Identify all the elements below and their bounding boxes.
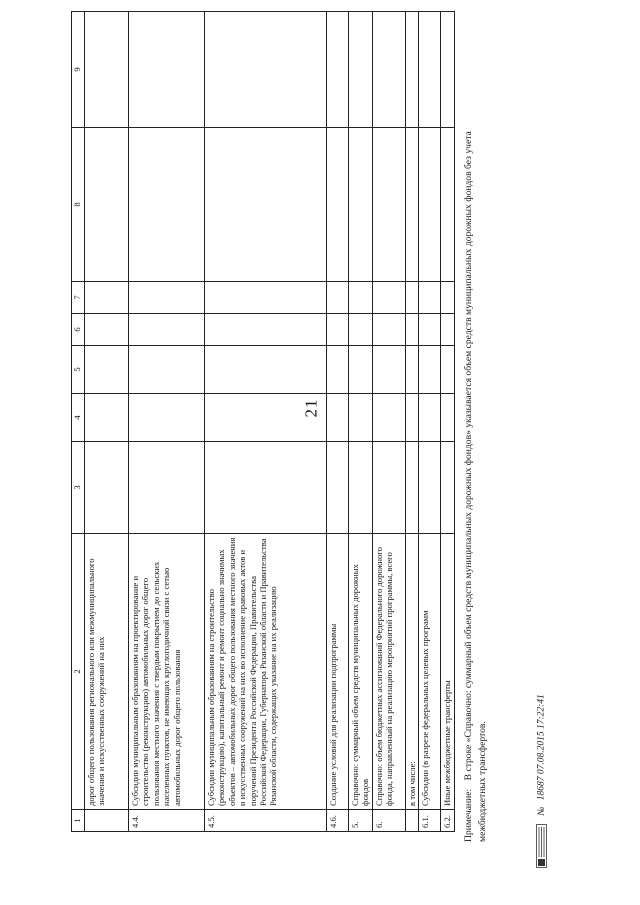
- row-description: Иные межбюджетные трансферты: [441, 534, 454, 810]
- row-number: [85, 810, 129, 832]
- header-cell: 1: [72, 810, 85, 832]
- header-cell: 5: [72, 346, 85, 394]
- row-description: Субсидии муниципальным образованиям на проектирование и строительство (реконструкцию) автомобильных дорог общего пользования местного значения с твердым покрытием до сельских населенных пунктов, не имеющих круглогодичной связи с сетью автомобильных дорог общего пользования: [129, 534, 205, 810]
- table-row: [205, 12, 327, 832]
- row-number: 4.6.: [327, 810, 349, 832]
- doc-number-mark: №: [536, 806, 547, 816]
- note-text: В строке «Справочно: суммарный объем средств муниципальных дорожных фондов» указывается объем средств муниципальных дорожных фондов без учета межбюджетных трансфертов.: [463, 131, 488, 842]
- electronic-signature-stamp: [536, 694, 547, 868]
- row-description: Субсидии (в разрезе федеральных целевых программ: [419, 534, 441, 810]
- header-cell: 2: [72, 534, 85, 810]
- row-description: Создание условий для реализации подпрограммы: [327, 534, 349, 810]
- table-row: [419, 12, 441, 832]
- table-row: [327, 12, 349, 832]
- row-number: 6.2.: [441, 810, 454, 832]
- note-label: Примечание:: [463, 788, 474, 842]
- row-description: Субсидии муниципальным образованиям на строительство (реконструкцию), капитальный ремонт и ремонт социально значимых объектов – автомобильных дорог общего пользования местного значения и искусственных сооружений на них во исполнение правовых актов и поручений Президента Российской Федерации, Правительства Российской Федерации, Губернатора Рязанской области и Правительства Рязанской области, содержащих указание на их реализацию: [205, 534, 327, 810]
- row-number: 5.: [349, 810, 373, 832]
- doc-registration-info: 18687 07.08.2015 17:22:41: [536, 694, 547, 801]
- table-row: [372, 12, 405, 832]
- row-number: 6.: [372, 810, 405, 832]
- table-row: [441, 12, 454, 832]
- table-header-row: [72, 12, 85, 832]
- row-description: дорог общего пользования регионального или межмуниципального значения и искусственных сооружений на них: [85, 534, 129, 810]
- row-description: Справочно: объем бюджетных ассигнований Федерального дорожного фонда, направленный на реализацию мероприятий программы, всего: [372, 534, 405, 810]
- header-cell: 8: [72, 128, 85, 282]
- budget-table: [71, 11, 455, 832]
- header-cell: 3: [72, 442, 85, 534]
- table-row: [349, 12, 373, 832]
- rotated-table: [71, 12, 453, 832]
- row-description: в том числе:: [405, 534, 418, 810]
- header-cell: 9: [72, 12, 85, 128]
- page-number: 21: [301, 398, 321, 418]
- header-cell: 4: [72, 394, 85, 442]
- table-note: [462, 122, 522, 842]
- row-number: 4.4.: [129, 810, 205, 832]
- electronic-document-logo: [536, 824, 547, 868]
- table-container: [71, 12, 453, 832]
- row-number: [405, 810, 418, 832]
- header-cell: 6: [72, 314, 85, 346]
- table-row: [405, 12, 418, 832]
- row-description: Справочно: суммарный объем средств муниципальных дорожных фондов: [349, 534, 373, 810]
- row-number: 6.1.: [419, 810, 441, 832]
- header-cell: 7: [72, 282, 85, 314]
- table-row: [85, 12, 129, 832]
- table-row: [129, 12, 205, 832]
- row-number: 4.5.: [205, 810, 327, 832]
